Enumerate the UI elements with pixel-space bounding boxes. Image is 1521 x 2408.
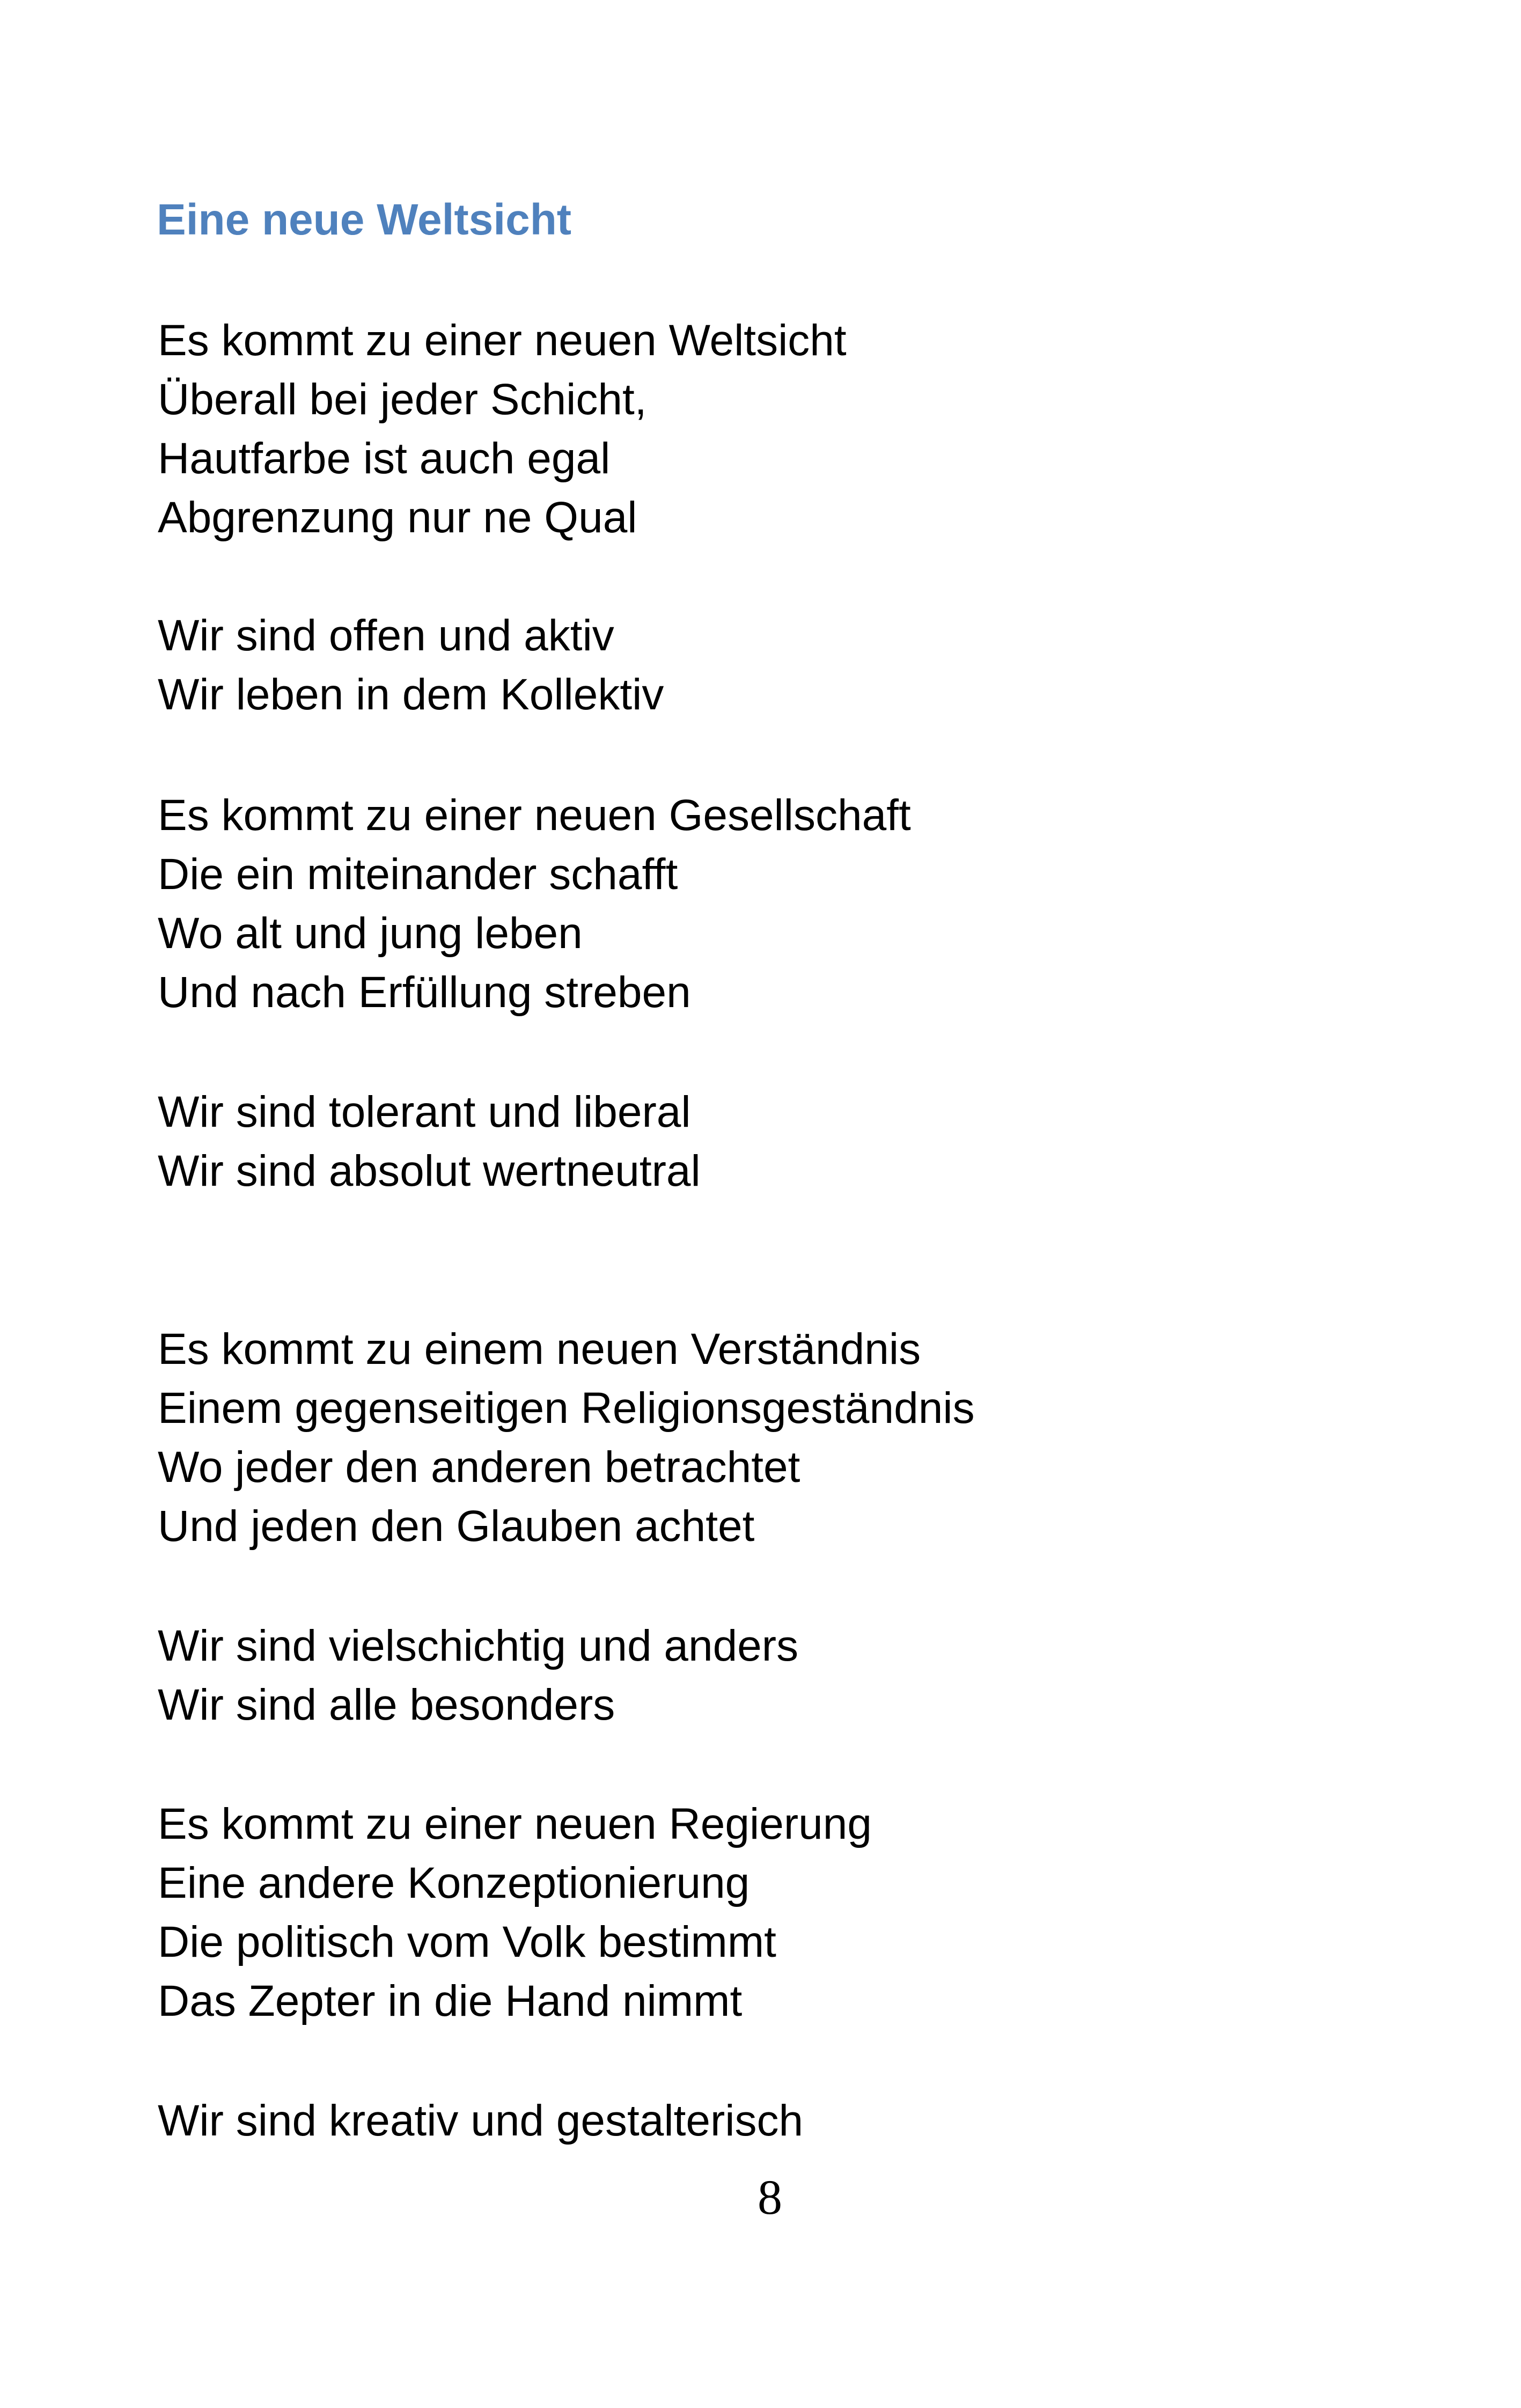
poem-line: Es kommt zu einem neuen Verständnis — [158, 1325, 921, 1374]
poem-line: Wir sind absolut wertneutral — [158, 1147, 701, 1195]
page-number: 8 — [758, 2170, 782, 2225]
poem-line: Einem gegenseitigen Religionsgeständnis — [158, 1384, 975, 1433]
poem-line: Wir sind offen und aktiv — [158, 611, 614, 660]
poem-line: Wo alt und jung leben — [158, 909, 583, 958]
poem-line: Wir leben in dem Kollektiv — [158, 670, 664, 719]
poem-line: Abgrenzung nur ne Qual — [158, 493, 637, 542]
poem-line: Wo jeder den anderen betrachtet — [158, 1443, 800, 1492]
poem-line: Die ein miteinander schafft — [158, 850, 678, 899]
poem-line: Hautfarbe ist auch egal — [158, 434, 611, 483]
poem-line: Das Zepter in die Hand nimmt — [158, 1977, 743, 2025]
poem-line: Wir sind kreativ und gestalterisch — [158, 2096, 804, 2145]
poem-line: Eine andere Konzeptionierung — [158, 1859, 750, 1907]
poem-line: Es kommt zu einer neuen Regierung — [158, 1800, 872, 1848]
poem-line: Wir sind alle besonders — [158, 1680, 615, 1729]
poem-line: Überall bei jeder Schicht, — [158, 375, 647, 424]
poem-line: Es kommt zu einer neuen Weltsicht — [158, 316, 847, 365]
poem-line: Und nach Erfüllung streben — [158, 968, 691, 1017]
poem-line: Wir sind vielschichtig und anders — [158, 1621, 799, 1670]
poem-title: Eine neue Weltsicht — [157, 195, 572, 244]
poem-line: Und jeden den Glauben achtet — [158, 1502, 755, 1551]
poem-line: Die politisch vom Volk bestimmt — [158, 1918, 776, 1966]
poem-line: Wir sind tolerant und liberal — [158, 1088, 691, 1136]
poem-line: Es kommt zu einer neuen Gesellschaft — [158, 791, 911, 840]
